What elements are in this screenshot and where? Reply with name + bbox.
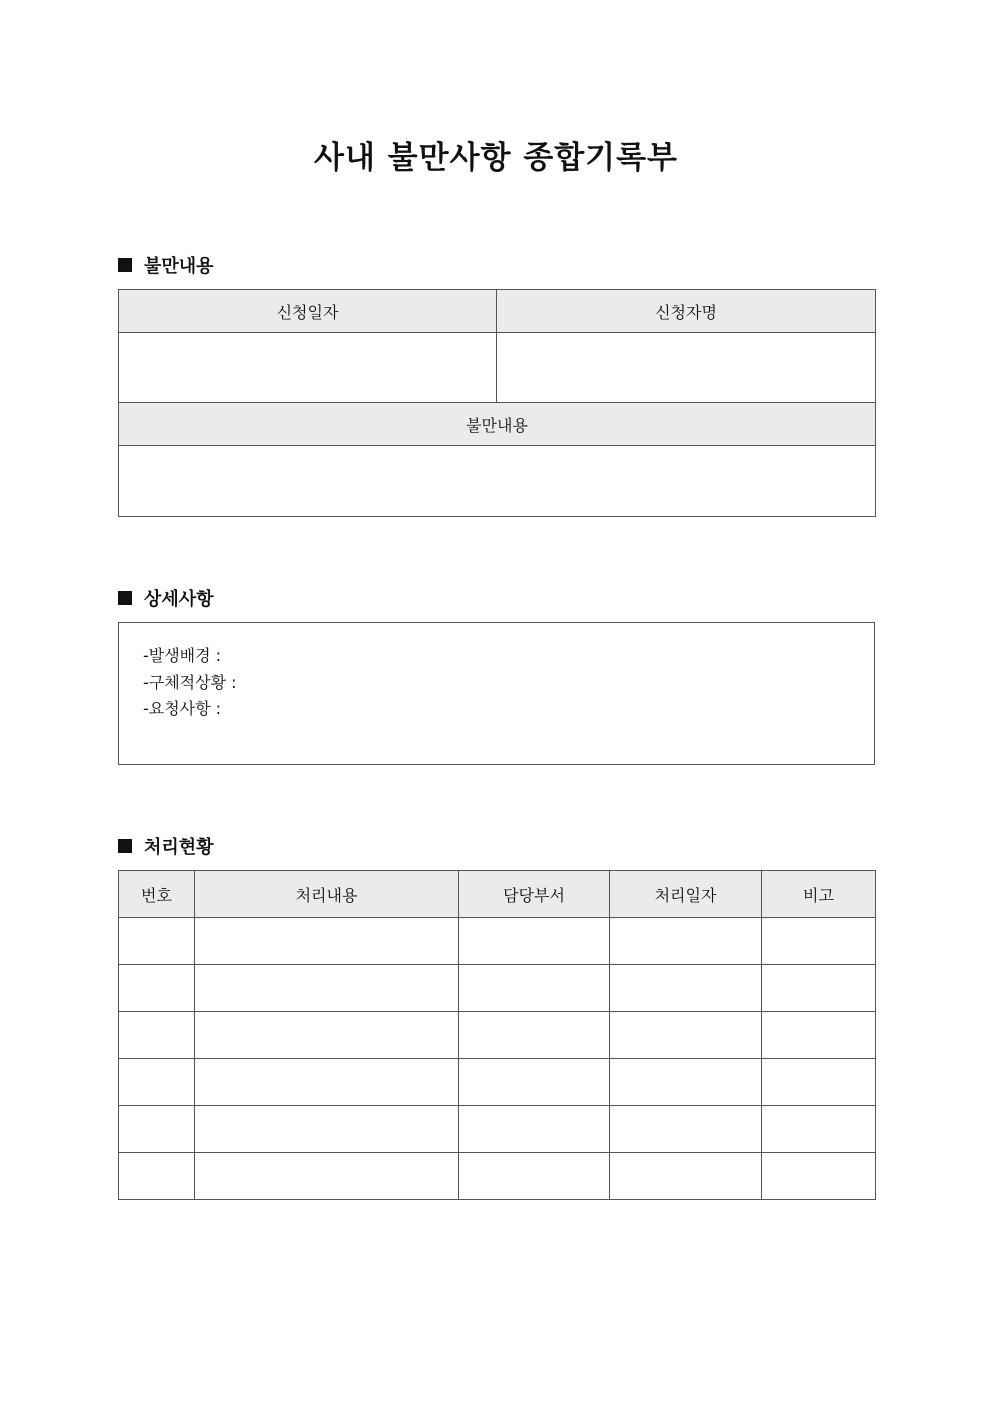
table-cell[interactable] bbox=[195, 965, 459, 1012]
table-row bbox=[119, 1012, 876, 1059]
page-title: 사내 불만사항 종합기록부 bbox=[314, 140, 678, 176]
table-cell[interactable] bbox=[610, 1153, 762, 1200]
table-cell[interactable] bbox=[762, 1106, 876, 1153]
table-cell[interactable] bbox=[459, 1106, 610, 1153]
col-number-header: 번호 bbox=[119, 871, 195, 918]
table-cell[interactable] bbox=[459, 1012, 610, 1059]
detail-box[interactable] bbox=[118, 622, 875, 765]
applicant-header: 신청자명 bbox=[497, 290, 876, 333]
square-bullet-icon bbox=[118, 591, 132, 605]
table-row bbox=[119, 1106, 876, 1153]
table-cell[interactable] bbox=[762, 918, 876, 965]
detail-lines bbox=[143, 643, 237, 723]
process-section-title: 처리현황 bbox=[144, 837, 214, 858]
table-cell[interactable] bbox=[610, 1059, 762, 1106]
table-cell[interactable] bbox=[195, 918, 459, 965]
table-cell[interactable] bbox=[119, 918, 195, 965]
table-row bbox=[119, 1059, 876, 1106]
table-cell[interactable] bbox=[610, 918, 762, 965]
table-row bbox=[119, 918, 876, 965]
table-row bbox=[119, 965, 876, 1012]
table-cell[interactable] bbox=[762, 1059, 876, 1106]
table-cell[interactable] bbox=[119, 965, 195, 1012]
table-cell[interactable] bbox=[459, 1153, 610, 1200]
table-cell[interactable] bbox=[195, 1012, 459, 1059]
square-bullet-icon bbox=[118, 258, 132, 272]
table-cell[interactable] bbox=[459, 1059, 610, 1106]
detail-line-request: -요청사항 : bbox=[143, 699, 222, 718]
detail-line-situation: -구체적상황 : bbox=[143, 672, 237, 692]
col-content-header: 처리내용 bbox=[195, 871, 459, 918]
table-cell[interactable] bbox=[459, 965, 610, 1012]
col-date-header: 처리일자 bbox=[610, 871, 762, 918]
table-cell[interactable] bbox=[762, 1153, 876, 1200]
table-cell[interactable] bbox=[610, 1012, 762, 1059]
table-cell[interactable] bbox=[610, 965, 762, 1012]
table-cell[interactable] bbox=[119, 1153, 195, 1200]
detail-section-title: 상세사항 bbox=[144, 589, 214, 610]
table-cell[interactable] bbox=[195, 1059, 459, 1106]
date-header: 신청일자 bbox=[119, 290, 497, 333]
applicant-cell[interactable] bbox=[497, 333, 876, 403]
table-row bbox=[119, 1153, 876, 1200]
detail-line-background: -발생배경 : bbox=[143, 646, 222, 665]
content-header: 불만내용 bbox=[119, 403, 876, 446]
content-cell[interactable] bbox=[119, 446, 876, 517]
square-bullet-icon bbox=[118, 839, 132, 853]
table-cell[interactable] bbox=[119, 1059, 195, 1106]
complaint-section-title: 불만내용 bbox=[144, 256, 214, 277]
col-department-header: 담당부서 bbox=[459, 871, 610, 918]
table-cell[interactable] bbox=[762, 965, 876, 1012]
table-cell[interactable] bbox=[762, 1012, 876, 1059]
complaint-table bbox=[118, 289, 876, 517]
table-cell[interactable] bbox=[610, 1106, 762, 1153]
col-remarks-header: 비고 bbox=[762, 871, 876, 918]
date-cell[interactable] bbox=[119, 333, 497, 403]
table-cell[interactable] bbox=[459, 918, 610, 965]
detail-section-heading bbox=[118, 586, 214, 610]
process-section-heading bbox=[118, 834, 214, 858]
complaint-section-heading bbox=[118, 253, 214, 277]
table-cell[interactable] bbox=[195, 1106, 459, 1153]
table-cell[interactable] bbox=[119, 1012, 195, 1059]
table-cell[interactable] bbox=[195, 1153, 459, 1200]
table-cell[interactable] bbox=[119, 1106, 195, 1153]
process-table bbox=[118, 870, 876, 1200]
